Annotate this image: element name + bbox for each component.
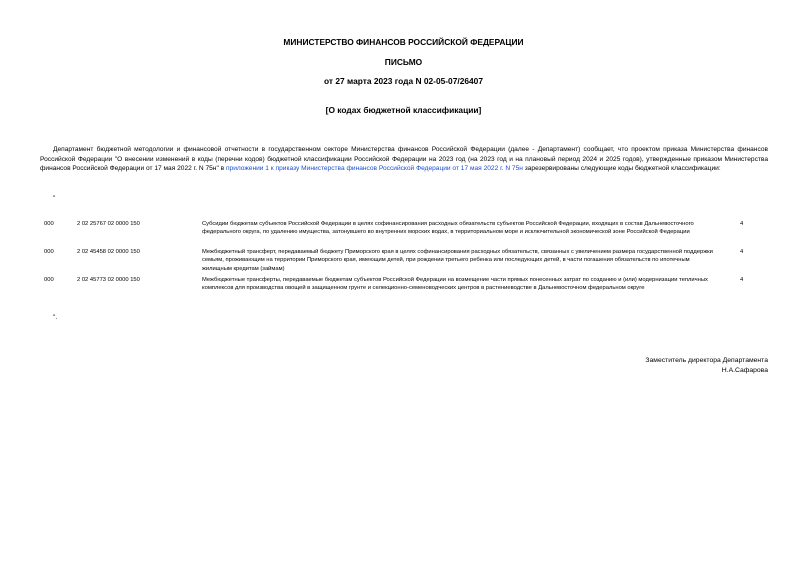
row-kbk: 2 02 45773 02 0000 150 bbox=[77, 277, 140, 283]
budget-codes-table bbox=[40, 220, 768, 304]
row-description: Субсидии бюджетам субъектов Российской Федерации в целях софинансирования расходных обязательств субъектов Российской Федерации, входящих в состав Дальневосточного федерального округа, по удалению имущества, затонувшего во внутренних морских водах, в территориальном море и исключительной экономической зоне Российской Федерации bbox=[202, 221, 694, 236]
row-description: Межбюджетные трансферты, передаваемые бюджетам субъектов Российской Федерации на возмещение части прямых понесенных затрат по созданию и (или) модернизации тепличных комплексов для производства овощей в защищенном грунте и селекционно-семеноводческих центров в растениеводстве в Дальневосточном федеральном округе bbox=[202, 277, 708, 292]
row-code: 000 bbox=[44, 249, 54, 255]
ministry-title: МИНИСТЕРСТВО ФИНАНСОВ РОССИЙСКОЙ ФЕДЕРАЦИИ bbox=[283, 37, 524, 47]
quote-close-mark: ". bbox=[53, 314, 58, 321]
row-code: 000 bbox=[44, 221, 54, 227]
signatory-position: Заместитель директора Департамента bbox=[645, 357, 768, 364]
body-text-start: Департамент бюджетной методологии и финансовой отчетности в государственном секторе Министерства финансов Российской Федерации (далее - Департамент) сообщает, что проектом приказа Министерства финансов Российской Федерации "О внесении изменений в коды (перечни кодов) бюджетной классификации Российской Федерации на 2023 год (на 2023 год и на плановый период 2024 и 2025 годов), утвержденные приказом Министерства финансов Российской Федерации от 17 мая 2022 г. N 75н" в bbox=[40, 146, 768, 173]
row-number: 4 bbox=[740, 221, 744, 227]
table-row bbox=[40, 220, 768, 248]
row-kbk: 2 02 25767 02 0000 150 bbox=[77, 221, 140, 227]
document-subject: [О кодах бюджетной классификации] bbox=[325, 105, 482, 115]
row-code: 000 bbox=[44, 277, 54, 283]
document-date-number: от 27 марта 2023 года N 02-05-07/26407 bbox=[324, 76, 483, 86]
row-kbk: 2 02 45458 02 0000 150 bbox=[77, 249, 140, 255]
signatory-name: Н.А.Сафарова bbox=[721, 367, 768, 374]
table-row bbox=[40, 276, 768, 304]
table-row bbox=[40, 248, 768, 276]
row-number: 4 bbox=[740, 249, 744, 255]
row-description: Межбюджетный трансферт, передаваемый бюджету Приморского края в целях софинансирования расходных обязательств, связанных с увеличением размера государственной поддержки семьям, проживающим на территории Приморского края, имеющим детей, при рождении третьего ребенка или последующих детей, в части погашения обязательств по ипотечным жилищным кредитам (займам) bbox=[202, 249, 713, 272]
body-text-end: зарезервированы следующие коды бюджетной классификации: bbox=[522, 165, 721, 173]
document-type: ПИСЬМО bbox=[384, 57, 423, 67]
order-appendix-link[interactable]: приложении 1 к приказу Министерства финансов Российской Федерации от 17 мая 2022 г. N 75н bbox=[225, 165, 523, 173]
quote-open-mark: " bbox=[53, 195, 56, 202]
body-paragraph bbox=[40, 145, 768, 174]
row-number: 4 bbox=[740, 277, 744, 283]
